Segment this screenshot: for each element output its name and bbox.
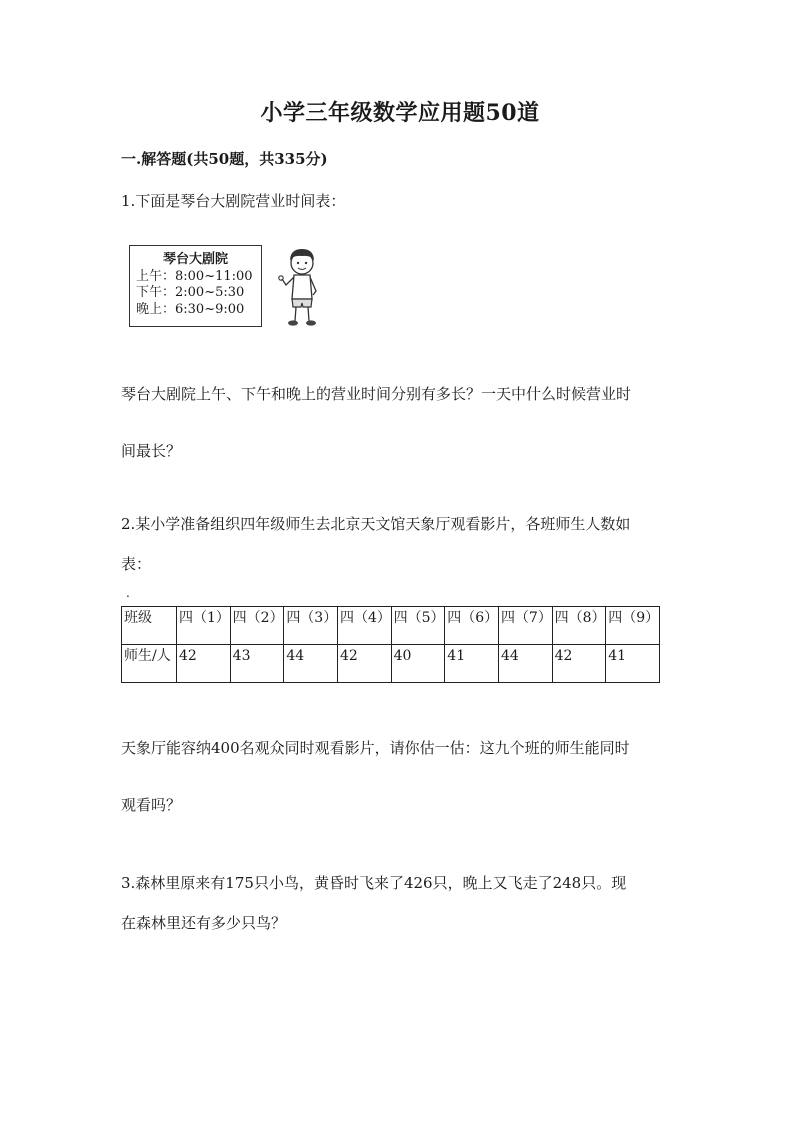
- schedule-sign-title: 琴台大剧院: [162, 252, 228, 267]
- question-3-text-line-2: 在森林里还有多少只鸟？: [121, 914, 287, 932]
- theater-schedule-sign: [129, 245, 262, 327]
- question-2-prompt-line-1: 2.某小学准备组织四年级师生去北京天文馆天象厅观看影片，各班师生人数如: [121, 515, 631, 533]
- question-1-text-line-1: 琴台大剧院上午、下午和晚上的营业时间分别有多长？一天中什么时候营业时: [121, 385, 632, 403]
- table-cell: 42: [177, 645, 231, 683]
- table-cell: 班级: [122, 607, 177, 645]
- table-cell: 41: [606, 645, 660, 683]
- table-cell: 44: [498, 645, 552, 683]
- table-cell: 41: [445, 645, 499, 683]
- table-cell: 44: [284, 645, 338, 683]
- table-row: [122, 645, 660, 683]
- table-cell: 四（9）: [606, 607, 660, 645]
- table-header-row: [122, 607, 660, 645]
- class-student-table: [121, 606, 660, 683]
- page-title: 小学三年级数学应用题50道: [260, 100, 540, 126]
- boy-illustration: [276, 247, 326, 329]
- schedule-row-afternoon: 下午：2:00~5:30: [136, 285, 245, 300]
- section-heading: 一.解答题(共50题，共335分): [121, 150, 328, 168]
- table-cell: 四（7）: [498, 607, 552, 645]
- table-cell: 四（2）: [230, 607, 284, 645]
- question-2-prompt-line-2: 表：: [121, 555, 152, 573]
- question-1-text-line-2: 间最长？: [121, 442, 182, 460]
- dot-mark: .: [126, 586, 130, 600]
- table-cell: 四（1）: [177, 607, 231, 645]
- table-cell: 四（4）: [337, 607, 391, 645]
- schedule-row-morning: 上午：8:00~11:00: [136, 268, 253, 284]
- schedule-row-evening: 晚上：6:30~9:00: [136, 301, 245, 317]
- table-cell: 42: [552, 645, 606, 683]
- table-cell: 42: [337, 645, 391, 683]
- table-cell: 40: [391, 645, 445, 683]
- question-2-text-line-2: 观看吗？: [121, 796, 182, 814]
- question-1-prompt: 1.下面是琴台大剧院营业时间表：: [121, 192, 346, 210]
- table-cell: 四（8）: [552, 607, 606, 645]
- question-2-text-line-1: 天象厅能容纳400名观众同时观看影片，请你估一估：这九个班的师生能同时: [121, 739, 630, 757]
- table-cell: 四（3）: [284, 607, 338, 645]
- table-cell: 四（5）: [391, 607, 445, 645]
- table-cell: 四（6）: [445, 607, 499, 645]
- question-3-text-line-1: 3.森林里原来有175只小鸟，黄昏时飞来了426只，晚上又飞走了248只。现: [121, 874, 627, 892]
- table-cell: 43: [230, 645, 284, 683]
- table-cell: 师生/人: [122, 645, 177, 683]
